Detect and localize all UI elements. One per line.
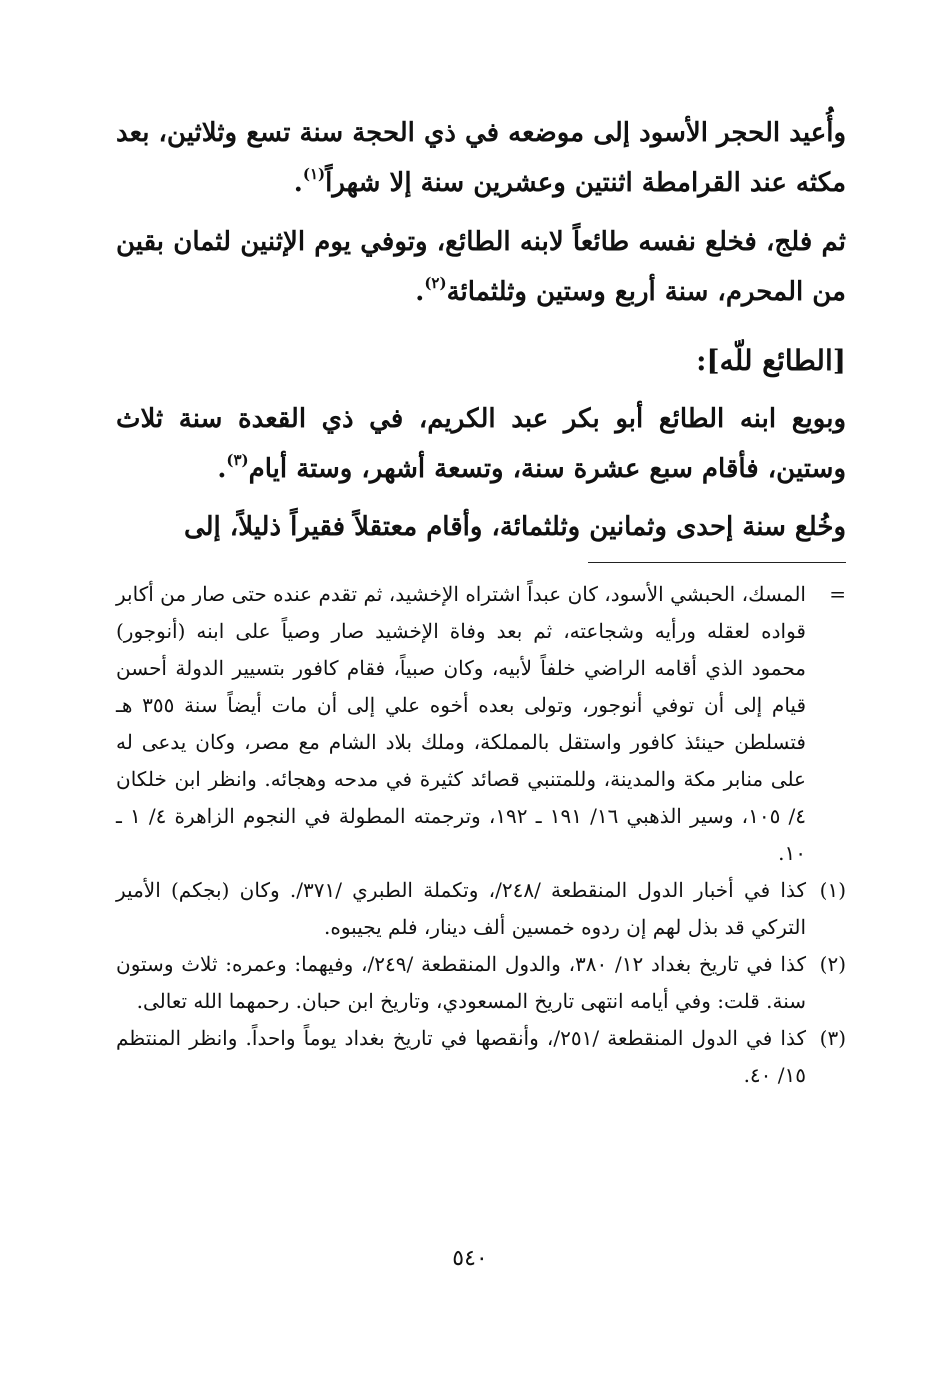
- footnote-marker: (٣): [819, 1026, 846, 1050]
- footnote-text: كذا في تاريخ بغداد ١٢/ ٣٨٠، والدول المنقطعة /٢٤٩/، وفيهما: وعمره: ثلاث وستون سنة. قلت: وفي أيامه انتهى تاريخ المسعودي، وتاريخ ابن حبان. رحمهما الله تعالى.: [116, 952, 806, 1013]
- paragraph-1: [116, 108, 846, 208]
- footnote-marker: (٢): [819, 952, 846, 976]
- paragraph-4-text: وخُلع سنة إحدى وثمانين وثلثمائة، وأقام معتقلاً فقيراً ذليلاً، إلى: [183, 512, 846, 542]
- footnote-ref-2: (٢): [424, 274, 447, 292]
- footnote-marker: =: [829, 582, 846, 606]
- paragraph-3: [116, 394, 846, 494]
- footnote-ref-3: (٣): [226, 451, 249, 469]
- footnote-divider: [588, 562, 846, 563]
- paragraph-2-end: .: [415, 277, 425, 307]
- footnote-1: [116, 872, 846, 946]
- footnote-text: المسك، الحبشي الأسود، كان عبداً اشتراه الإخشيد، ثم تقدم عنده حتى صار من أكابر قواده لعقله ورأيه وشجاعته، ثم بعد وفاة الإخشيد صار وصياً على ابنه (أنوجور) محمود الذي أقامه الراضي خلفاً لأبيه، وكان صبياً، فقام كافور بتسيير الدولة أحسن قيام إلى أن توفي أنوجور، وتولى بعده أخوه علي إلى أن مات أيضاً سنة ٣٥٥ هـ فتسلطن حينئذ كافور واستقل بالمملكة، وملك بلاد الشام مع مصر، وكان يدعى له على منابر مكة والمدينة، وللمتنبي قصائد كثيرة في مدحه وهجائه. وانظر ابن خلكان ٤/ ١٠٥، وسير الذهبي ١٦/ ١٩١ ـ ١٩٢، وترجمته المطولة في النجوم الزاهرة ٤/ ١ ـ ١٠.: [116, 582, 807, 865]
- paragraph-4: [116, 502, 846, 552]
- footnote-marker: (١): [819, 878, 846, 902]
- footnotes: [116, 576, 846, 1094]
- paragraph-2-text: ثم فلج، فخلع نفسه طائعاً لابنه الطائع، وتوفي يوم الإثنين لثمان بقين من المحرم، سنة أربع وستين وثلثمائة: [116, 227, 846, 307]
- footnote-2: [116, 946, 846, 1020]
- paragraph-3-end: .: [217, 454, 227, 484]
- footnote-text: كذا في الدول المنقطعة /٢٥١/، وأنقصها في تاريخ بغداد يوماً واحداً. وانظر المنتظم ١٥/ ٤٠.: [116, 1026, 806, 1087]
- paragraph-3-text: وبويع ابنه الطائع أبو بكر عبد الكريم، في ذي القعدة سنة ثلاث وستين، فأقام سبع عشرة سنة، وتسعة أشهر، وستة أيام: [116, 404, 846, 484]
- footnote-continuation: [116, 576, 846, 872]
- section-heading: [الطائع للّه]:: [696, 344, 846, 377]
- footnote-text: كذا في أخبار الدول المنقطعة /٢٤٨/، وتكملة الطبري /٣٧١/. وكان (بجكم) الأمير التركي قد بذل لهم إن ردوه خمسين ألف دينار، فلم يجيبوه.: [116, 878, 806, 939]
- footnote-3: [116, 1020, 846, 1094]
- paragraph-1-text: وأُعيد الحجر الأسود إلى موضعه في ذي الحجة سنة تسع وثلاثين، بعد مكثه عند القرامطة اثنتين وعشرين سنة إلا شهراً: [116, 118, 846, 198]
- paragraph-2: [116, 217, 846, 317]
- footnote-ref-1: (١): [302, 165, 326, 183]
- page-number: ٥٤٠: [452, 1246, 488, 1271]
- paragraph-1-end: .: [293, 168, 303, 198]
